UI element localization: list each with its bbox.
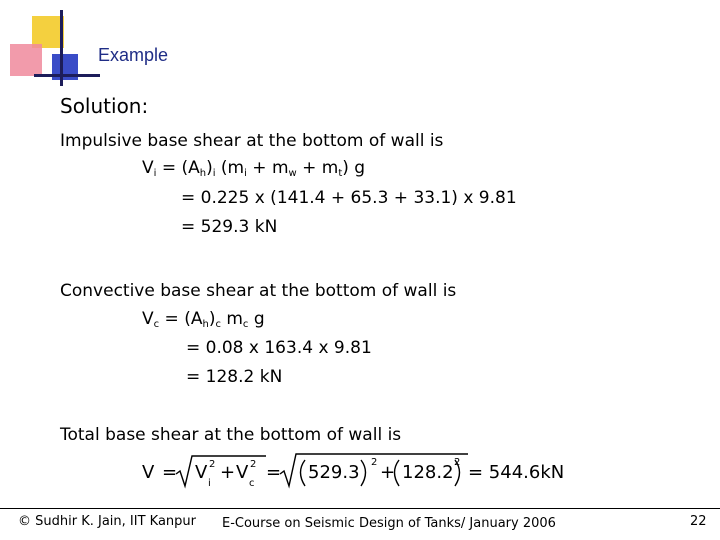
footer-divider [0, 508, 720, 509]
footer-author: © Sudhir K. Jain, IIT Kanpur [18, 514, 196, 529]
formula-sup2: 2 [454, 457, 461, 468]
total-intro: Total base shear at the bottom of wall is [60, 425, 402, 445]
formula-v: V [142, 462, 155, 483]
formula-sup1: 2 [371, 457, 378, 468]
formula-vi: V [195, 462, 208, 483]
logo-pink-square [10, 44, 42, 76]
formula-vc-sup: 2 [250, 459, 257, 470]
formula-vc-sub: c [249, 478, 255, 489]
impulsive-intro: Impulsive base shear at the bottom of wall is [60, 131, 444, 151]
convective-result: = 128.2 kN [186, 367, 283, 387]
paren-open-2 [395, 460, 400, 486]
convective-intro: Convective base shear at the bottom of wall is [60, 281, 457, 301]
logo-horizontal-line [34, 74, 100, 77]
formula-result: = 544.6kN [468, 462, 565, 483]
solution-heading: Solution: [60, 94, 149, 118]
formula-vi-sup: 2 [209, 459, 216, 470]
formula-vi-sub: i [208, 478, 211, 489]
formula-equals: = [162, 462, 178, 483]
formula-plus: + [220, 462, 236, 483]
total-shear-formula [138, 448, 568, 498]
impulsive-substitution: = 0.225 x (141.4 + 65.3 + 33.1) x 9.81 [181, 188, 517, 208]
formula-val2: 128.2 [402, 462, 454, 483]
slide-title: Example [98, 45, 169, 65]
convective-substitution: = 0.08 x 163.4 x 9.81 [186, 338, 372, 358]
paren-close-1 [361, 460, 366, 486]
formula-plus-2: + [380, 462, 396, 483]
impulsive-equation: $V_i = (A_h)_i$ $(m_i + m_w + m_t)$ g [142, 158, 366, 179]
formula-equals-2: = [266, 462, 282, 483]
impulsive-result: = 529.3 kN [181, 217, 278, 237]
convective-equation: $V_c = (A_h)_c$ $m_c$ g [142, 309, 265, 330]
paren-open-1 [301, 460, 306, 486]
formula-val1: 529.3 [308, 462, 360, 483]
footer-course: E-Course on Seismic Design of Tanks/ January 2006 [222, 516, 556, 531]
slide-logo [0, 0, 100, 100]
footer-page-number: 22 [690, 514, 707, 529]
formula-vc: V [236, 462, 249, 483]
